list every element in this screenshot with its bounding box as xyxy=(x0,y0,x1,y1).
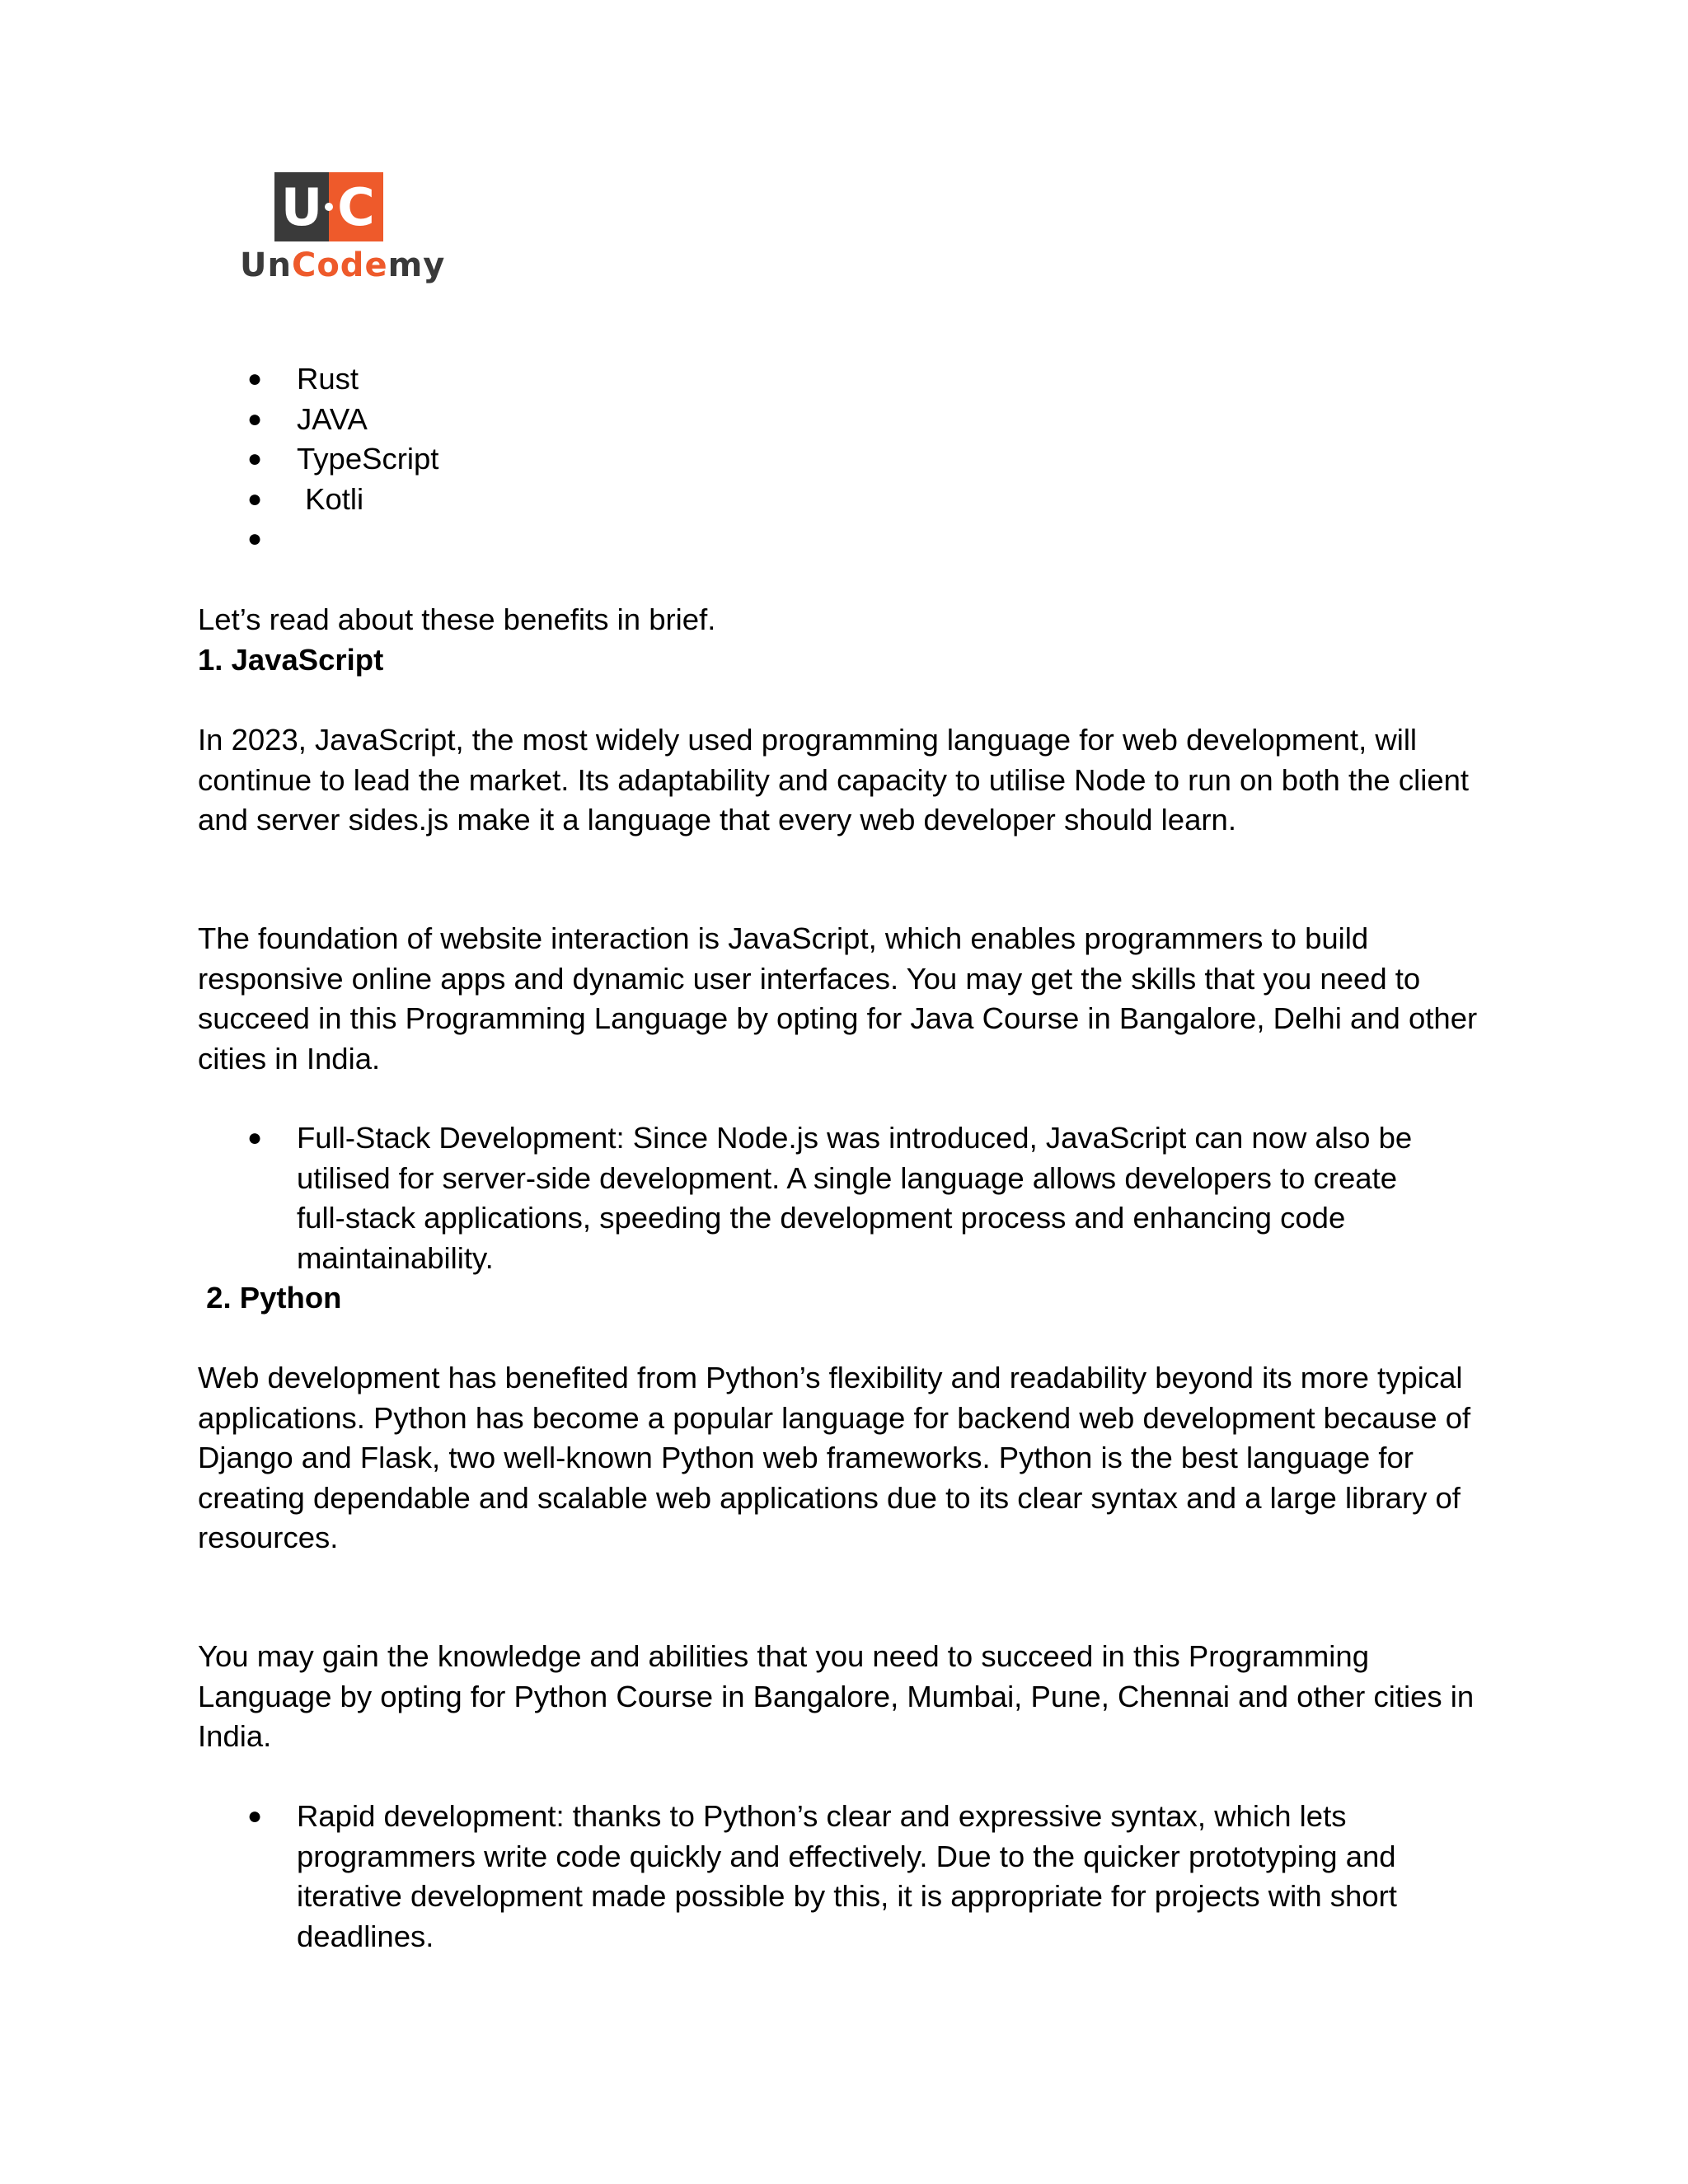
intro-text: Let’s read about these benefits in brief. xyxy=(198,602,716,636)
list-item xyxy=(198,1118,1517,1278)
list-item-line: Rapid development: thanks to Python’s clear and expressive syntax, which lets xyxy=(297,1799,1347,1833)
list-item xyxy=(198,359,1517,400)
python-paragraph-1 xyxy=(198,1358,1517,1558)
paragraph-line: India. xyxy=(198,1719,272,1754)
list-item-text: Rust xyxy=(297,362,359,396)
section-heading-javascript: 1. JavaScript xyxy=(198,643,384,677)
list-item-text: TypeScript xyxy=(297,442,439,476)
bullet-icon: ● xyxy=(247,485,263,513)
logo-mark-letter-u: U xyxy=(280,177,323,237)
list-item xyxy=(198,480,1517,520)
python-benefits-list xyxy=(198,1797,1517,1957)
list-item-line: utilised for server-side development. A single language allows developers to create xyxy=(297,1160,1398,1195)
paragraph-line: responsive online apps and dynamic user interfaces. You may get the skills that you need to xyxy=(198,961,1421,996)
paragraph-line: The foundation of website interaction is JavaScript, which enables programmers to build xyxy=(198,921,1369,955)
paragraph-line: and server sides.js make it a language that every web developer should learn. xyxy=(198,803,1236,837)
list-item-line: iterative development made possible by this, it is appropriate for projects with short xyxy=(297,1879,1397,1914)
paragraph-line: applications. Python has become a popular language for backend web development because of xyxy=(198,1400,1471,1435)
bullet-icon: ● xyxy=(247,1124,263,1151)
python-paragraph-2 xyxy=(198,1637,1517,1757)
list-item xyxy=(198,519,1517,560)
logo-wordmark-part1: Un xyxy=(240,246,292,284)
list-item-text: Kotli xyxy=(297,481,364,516)
paragraph-line: You may gain the knowledge and abilities that you need to succeed in this Programming xyxy=(198,1639,1370,1673)
javascript-paragraph-1 xyxy=(198,720,1517,841)
logo-wordmark-part3: my xyxy=(387,246,446,284)
paragraph-line: resources. xyxy=(198,1521,339,1555)
section-heading-python: 2. Python xyxy=(198,1281,342,1315)
paragraph-line: In 2023, JavaScript, the most widely used programming language for web development, will xyxy=(198,723,1418,757)
paragraph-line: Language by opting for Python Course in Bangalore, Mumbai, Pune, Chennai and other cities in xyxy=(198,1679,1475,1713)
list-item-line: full-stack applications, speeding the development process and enhancing code xyxy=(297,1201,1346,1235)
list-item xyxy=(198,400,1517,440)
paragraph-line: continue to lead the market. Its adaptability and capacity to utilise Node to run on both the client xyxy=(198,762,1470,797)
logo-wordmark xyxy=(240,246,446,284)
languages-list xyxy=(198,359,1517,560)
uc-logo-mark xyxy=(274,172,383,241)
bullet-icon: ● xyxy=(247,525,263,553)
logo-mark-letter-c: C xyxy=(337,177,375,237)
list-item xyxy=(198,439,1517,480)
bullet-icon: ● xyxy=(247,365,263,392)
paragraph-line: creating dependable and scalable web applications due to its clear syntax and a large library of xyxy=(198,1480,1461,1515)
bullet-icon: ● xyxy=(247,445,263,473)
list-item-line: deadlines. xyxy=(297,1919,434,1953)
uncodemy-logo xyxy=(240,169,446,293)
list-item-line: programmers write code quickly and effectively. Due to the quicker prototyping and xyxy=(297,1839,1396,1873)
paragraph-line: Web development has benefited from Python’s flexibility and readability beyond its more typical xyxy=(198,1361,1463,1394)
bullet-icon: ● xyxy=(247,1802,263,1830)
logo-wordmark-part2: Code xyxy=(291,246,388,284)
list-item-line: Full-Stack Development: Since Node.js was introduced, JavaScript can now also be xyxy=(297,1121,1413,1155)
paragraph-line: Django and Flask, two well-known Python web frameworks. Python is the best language for xyxy=(198,1441,1414,1475)
logo-mark-dot xyxy=(325,203,333,211)
list-item-text: JAVA xyxy=(297,401,368,436)
javascript-paragraph-2 xyxy=(198,919,1517,1079)
paragraph-line: cities in India. xyxy=(198,1041,381,1076)
bullet-icon: ● xyxy=(247,405,263,433)
list-item xyxy=(198,1797,1517,1957)
paragraph-line: succeed in this Programming Language by opting for Java Course in Bangalore, Delhi and other xyxy=(198,1001,1478,1036)
javascript-benefits-list xyxy=(198,1118,1517,1278)
list-item-line: maintainability. xyxy=(297,1240,494,1275)
